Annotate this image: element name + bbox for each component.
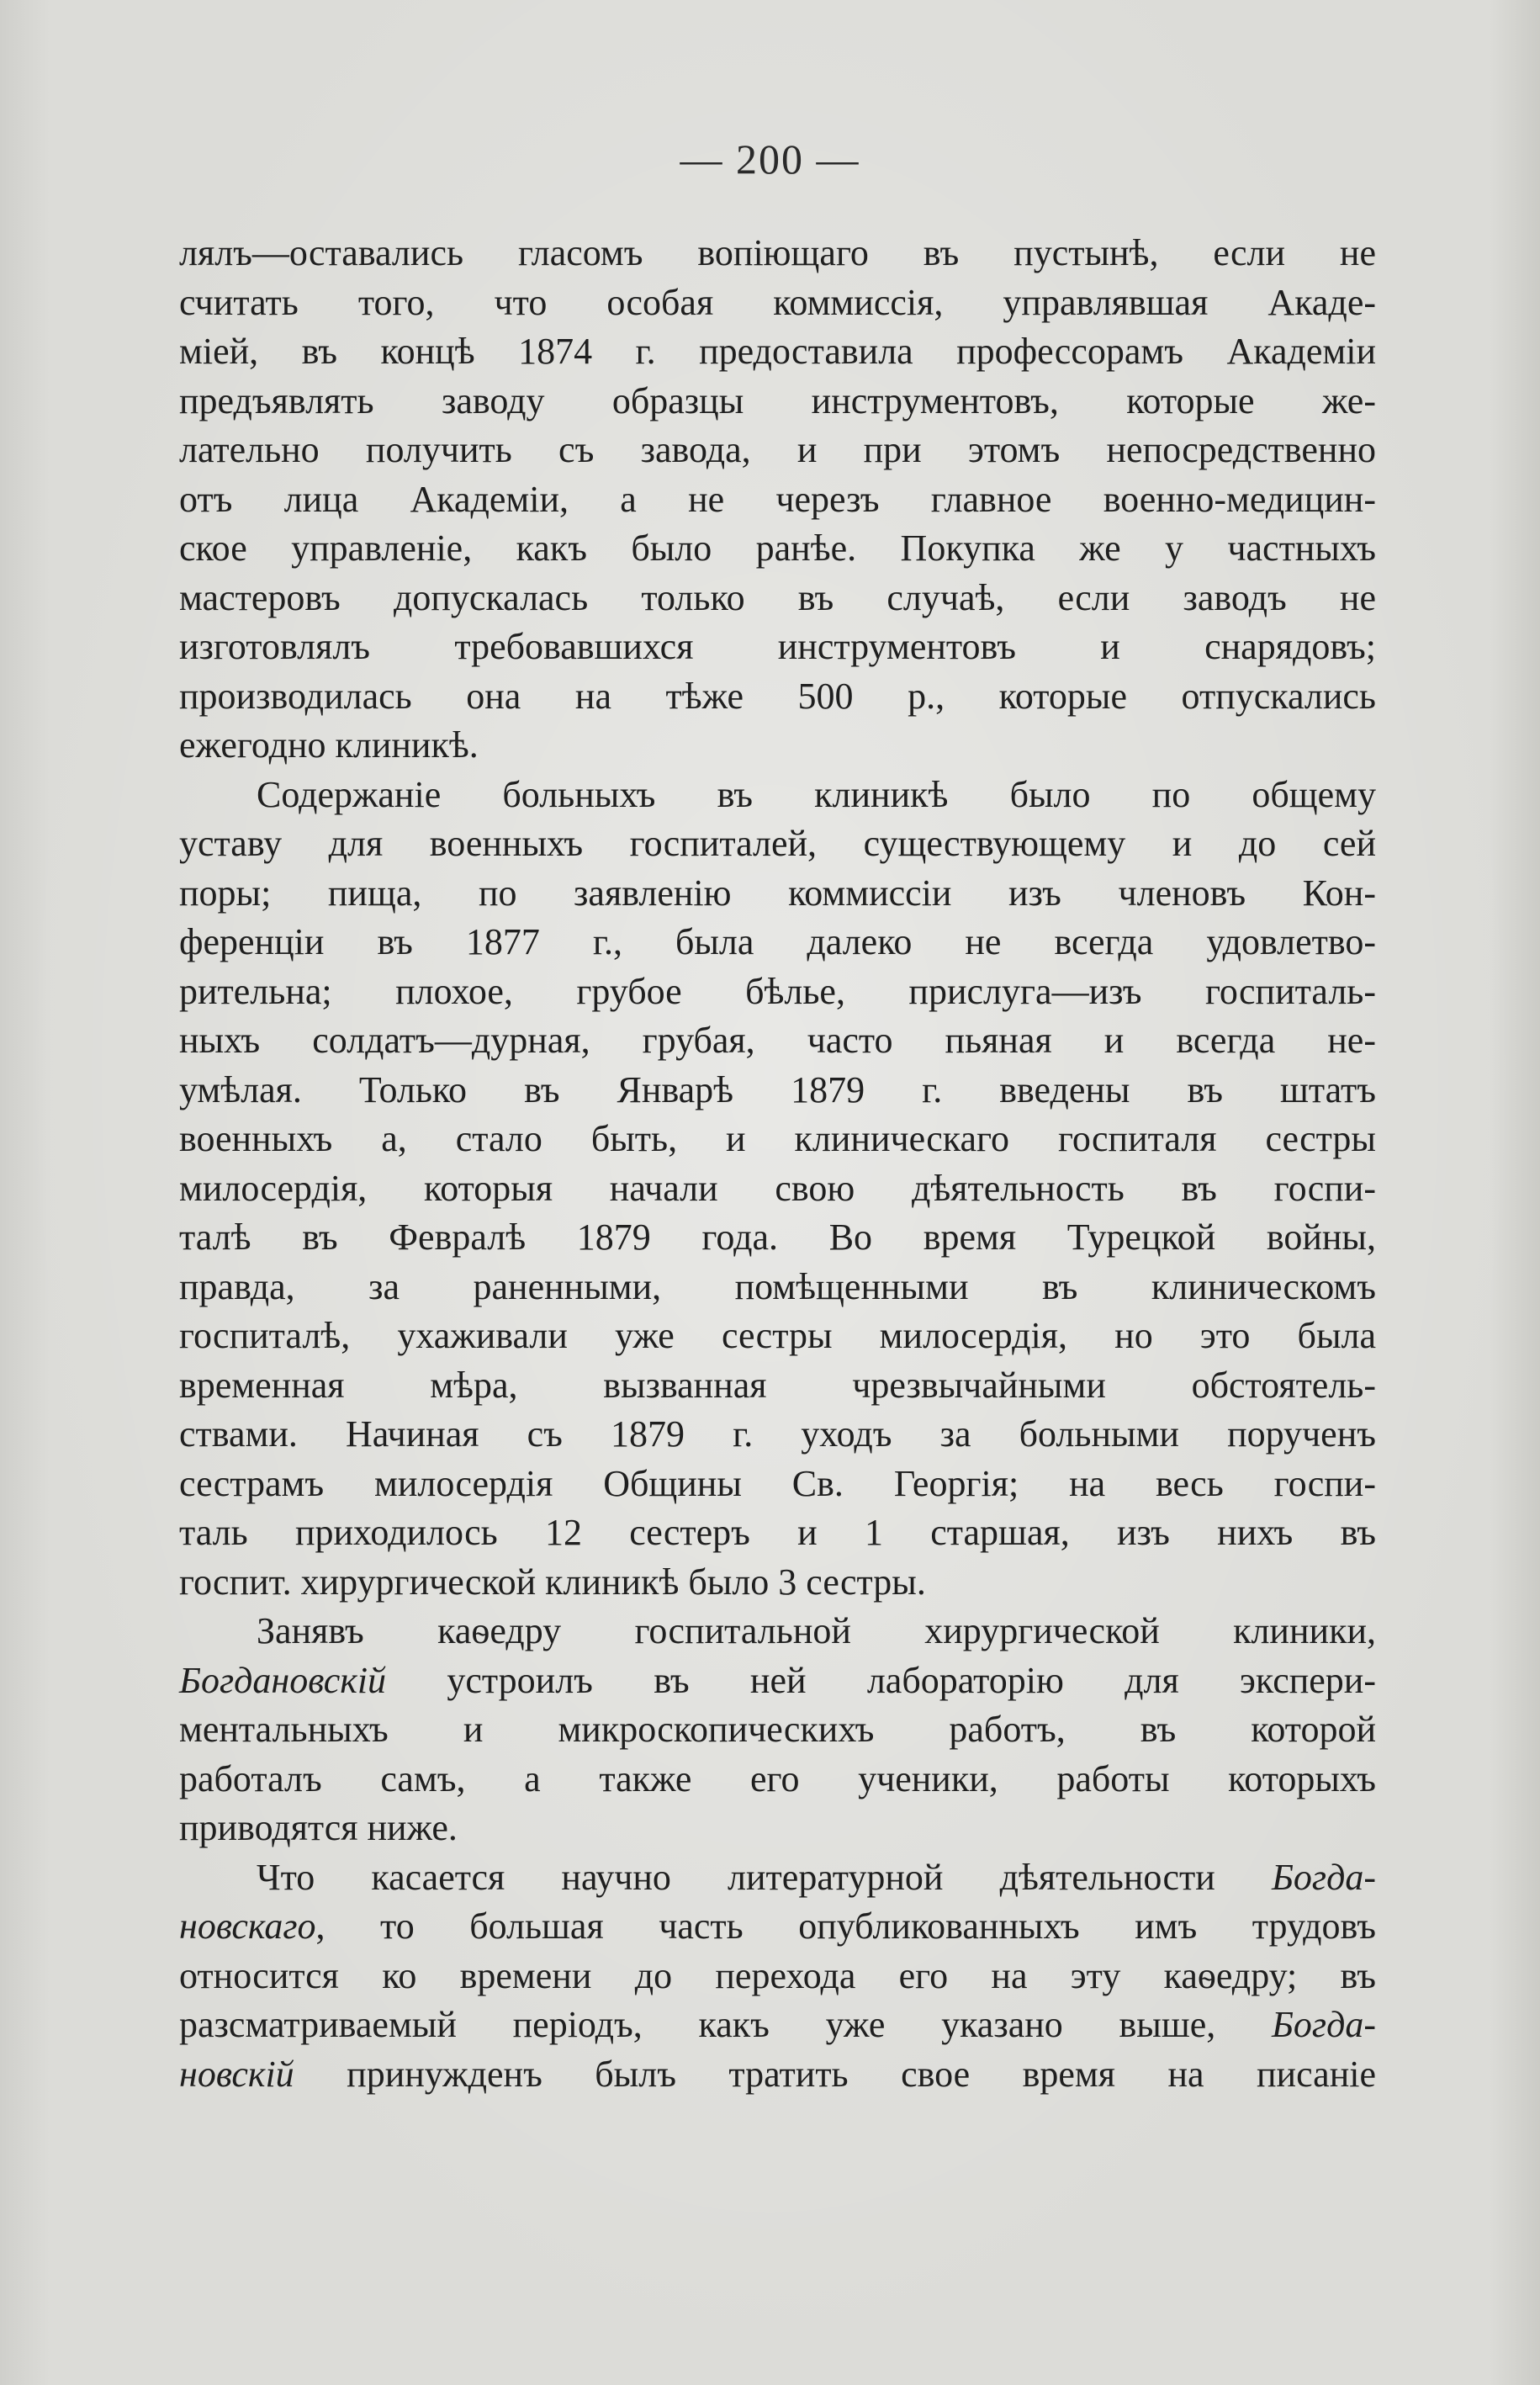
text-segment: принужденъ былъ тратить свое время на писанiе — [294, 2053, 1376, 2095]
text-line: ствами. Начиная съ 1879 г. уходъ за больными порученъ — [179, 1413, 1376, 1455]
paragraph-2 — [179, 771, 1376, 1608]
italic-name: Богда- — [1271, 2004, 1376, 2045]
text-line: производилась она на тѣже 500 р., которые отпускались — [179, 675, 1376, 717]
text-line: госпит. хирургической клиникѣ было 3 сестры. — [179, 1561, 926, 1603]
paragraph-1 — [179, 229, 1376, 771]
text-line: поры; пища, по заявленiю коммиссiи изъ членовъ Кон- — [179, 872, 1376, 914]
text-line: ференцiи въ 1877 г., была далеко не всегда удовлетво- — [179, 921, 1376, 962]
text-line: работалъ самъ, а также его ученики, работы которыхъ — [179, 1757, 1376, 1799]
text-line: умѣлая. Только въ Январѣ 1879 г. введены въ штатъ — [179, 1068, 1376, 1110]
text-line: Содержанiе больныхъ въ клиникѣ было по общему — [257, 773, 1376, 815]
text-segment: разсматриваемый перiодъ, какъ уже указано выше, — [179, 2004, 1272, 2045]
italic-name: новскiй — [179, 2053, 294, 2095]
paragraph-3 — [179, 1607, 1376, 1853]
text-line: лялъ—оставались гласомъ вопiющаго въ пустынѣ, если не — [179, 232, 1376, 273]
text-line — [179, 1853, 1376, 1903]
text-line: рительна; плохое, грубое бѣлье, прислуга—изъ госпиталь- — [179, 970, 1376, 1012]
italic-name: новскаго — [179, 1905, 316, 1947]
text-line: сестрамъ милосердiя Общины Св. Георгiя; на весь госпи- — [179, 1462, 1376, 1504]
text-line: мiей, въ концѣ 1874 г. предоставила профессорамъ Академiи — [179, 331, 1376, 372]
text-line: ныхъ солдатъ—дурная, грубая, часто пьяная и всегда не- — [179, 1020, 1376, 1061]
text-line: предъявлять заводу образцы инструментовъ, которые же- — [179, 379, 1376, 421]
text-line: приводятся ниже. — [179, 1807, 458, 1848]
text-segment: Что касается научно литературной дѣятельности — [257, 1856, 1272, 1898]
paragraph-4 — [179, 1853, 1376, 2100]
text-line: ежегодно клиникѣ. — [179, 724, 479, 766]
text-line: считать того, что особая коммиссiя, управлявшая Акаде- — [179, 281, 1376, 323]
text-line: Занявъ каѳедру госпитальной хирургической клиники, — [257, 1610, 1376, 1651]
text-line: изготовлялъ требовавшихся инструментовъ и снарядовъ; — [179, 626, 1376, 667]
text-line: уставу для военныхъ госпиталей, существующему и до сей — [179, 823, 1376, 864]
text-segment: устроилъ въ ней лабораторiю для экспери- — [386, 1659, 1376, 1701]
text-line — [179, 1656, 1376, 1706]
text-segment: , то большая часть опубликованныхъ имъ трудовъ — [315, 1905, 1376, 1947]
text-line — [179, 2001, 1376, 2050]
text-line: временная мѣра, вызванная чрезвычайными обстоятель- — [179, 1364, 1376, 1406]
text-line: таль приходилось 12 сестеръ и 1 старшая, изъ нихъ въ — [179, 1512, 1376, 1553]
text-line: госпиталѣ, ухаживали уже сестры милосердiя, но это была — [179, 1315, 1376, 1356]
text-line: правда, за раненными, помѣщенными въ клиническомъ — [179, 1265, 1376, 1307]
text-line: милосердiя, которыя начали свою дѣятельность въ госпи- — [179, 1167, 1376, 1209]
text-line: мастеровъ допускалась только въ случаѣ, если заводъ не — [179, 576, 1376, 618]
text-line: ское управленiе, какъ было ранѣе. Покупка же у частныхъ — [179, 527, 1376, 569]
italic-name: Богдановскiй — [179, 1659, 387, 1701]
text-line: лательно получить съ завода, и при этомъ непосредственно — [179, 429, 1376, 470]
text-line — [179, 2050, 1376, 2100]
text-line: талѣ въ Февралѣ 1879 года. Во время Турецкой войны, — [179, 1216, 1376, 1258]
text-line: военныхъ а, стало быть, и клиническаго госпиталя сестры — [179, 1118, 1376, 1159]
italic-name: Богда- — [1271, 1856, 1376, 1898]
text-line: относится ко времени до перехода его на эту каѳедру; въ — [179, 1954, 1376, 1996]
text-line: ментальныхъ и микроскопическихъ работъ, въ которой — [179, 1709, 1376, 1750]
text-line: отъ лица Академiи, а не черезъ главное военно-медицин- — [179, 478, 1376, 520]
body-text — [179, 229, 1376, 2099]
page-number: — 200 — — [680, 135, 860, 183]
text-line — [179, 1902, 1376, 1952]
